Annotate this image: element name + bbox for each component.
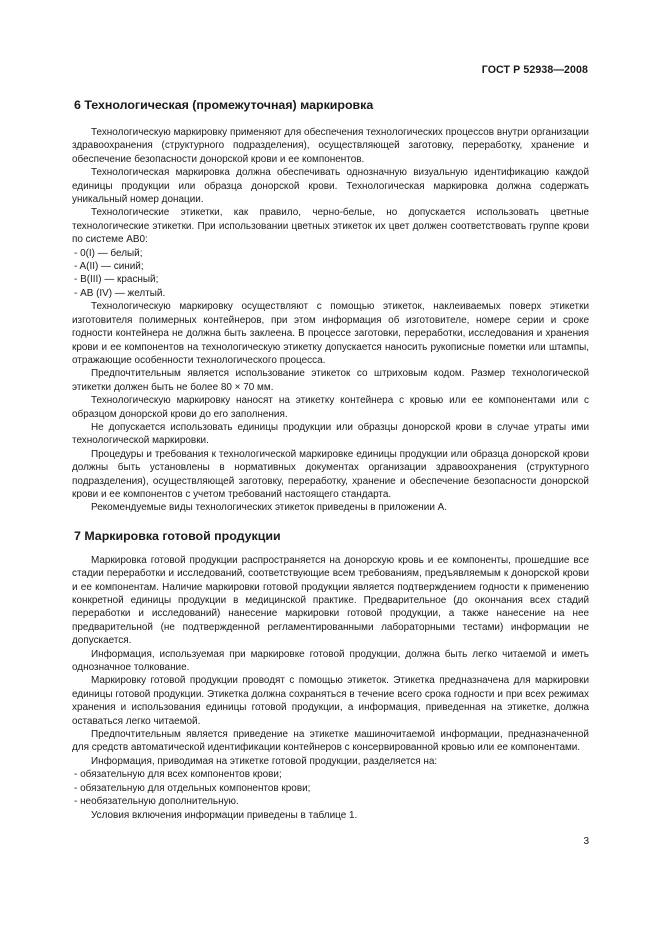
section-7-paragraph-3: Маркировку готовой продукции проводят с помощью этикеток. Этикетка предназначена для маркировки единицы готовой продукции. Этикетка должна сохраняться в течение всего срока годности и при всех режимах хранения и использования единицы готовой продукции, а информация, приведенная на этикетке, должна оставаться легко читаемой. — [72, 675, 589, 727]
list-item: - необязательную дополнительную. — [74, 796, 239, 808]
label-information-categories-list — [72, 768, 589, 808]
document-code: ГОСТ Р 52938—2008 — [481, 64, 588, 76]
list-item: - B(III) — красный; — [74, 274, 159, 286]
list-item: - A(II) — синий; — [74, 261, 144, 273]
section-6-paragraph-8: Процедуры и требования к технологической маркировке единицы продукции или образца донорской крови должны быть установлены в нормативных документах организации здравоохранения (структурного подразделения), осуществляющей заготовку, переработку, хранение и обеспечение безопасности донорской крови и ее компонентов с учетом требований настоящего стандарта. — [72, 448, 589, 500]
section-7-paragraph-1: Маркировка готовой продукции распространяется на донорскую кровь и ее компоненты, прошедшие все стадии переработки и исследований, соответствующие всем требованиям, предъявляемым к донорской крови и ее компонентам. Наличие маркировки готовой продукции является подтверждением годности к применению конкретной единицы продукции в медицинской практике. Предварительное (до окончания всех стадий переработки и исследований) нанесение маркировки готовой продукции, а также нанесение на нее предварительной (не подтвержденной регламентированными лабораторными тестами) информации не допускается. — [72, 554, 589, 647]
list-item: - 0(I) — белый; — [74, 247, 143, 259]
section-7-heading: 7 Маркировка готовой продукции — [74, 528, 281, 543]
section-6-paragraph-4: Технологическую маркировку осуществляют с помощью этикеток, наклеиваемых поверх этикетки изготовителя полимерных контейнеров, при этом информация об изготовителе, номере серии и сроке годности контейнера не должна быть заклеена. В процессе заготовки, переработки, исследования и хранения крови и ее компонентов на технологическую этикетку допускается наносить рукописные пометки или штампы, отражающие особенности технологического процесса. — [72, 301, 589, 366]
section-6-paragraph-5: Предпочтительным является использование этикеток со штриховым кодом. Размер технологической этикетки должен быть не более 80 × 70 мм. — [72, 368, 589, 393]
section-6-paragraph-2: Технологическая маркировка должна обеспечивать однозначную визуальную идентификацию каждой единицы продукции или образца донорской крови. Технологическая маркировка должна содержать уникальный номер донации. — [72, 167, 589, 206]
list-item: - обязательную для отдельных компонентов крови; — [74, 782, 311, 794]
section-6-paragraph-9: Рекомендуемые виды технологических этикеток приведены в приложении А. — [91, 502, 448, 514]
section-7-paragraph-6: Условия включения информации приведены в таблице 1. — [91, 809, 358, 821]
section-6-paragraph-1: Технологическую маркировку применяют для обеспечения технологических процессов внутри организации здравоохранения (структурного подразделения), осуществляющей заготовку, переработку, хранение и обеспечение безопасности донорской крови и ее компонентов. — [72, 127, 589, 165]
section-6-heading: 6 Технологическая (промежуточная) маркировка — [74, 98, 374, 112]
section-6-paragraph-7: Не допускается использовать единицы продукции или образцы донорской крови в случае утраты ими технологической маркировки. — [72, 421, 589, 447]
section-7-paragraph-2: Информация, используемая при маркировке готовой продукции, должна быть легко читаемой и иметь однозначное толкование. — [72, 648, 589, 674]
section-6-paragraph-6: Технологическую маркировку наносят на этикетку контейнера с кровью или ее компонентами или с образцом донорской крови до его заполнения. — [72, 395, 589, 420]
section-6-paragraph-3: Технологические этикетки, как правило, черно-белые, но допускается использовать цветные технологические этикетки. При использовании цветных этикеток их цвет должен соответствовать группе крови по системе АВ0: — [72, 207, 589, 246]
list-item: - АВ (IV) — желтый. — [74, 287, 166, 299]
section-7-paragraph-5: Информация, приводимая на этикетке готовой продукции, разделяется на: — [91, 755, 438, 767]
page-number: 3 — [583, 835, 589, 847]
blood-group-color-list — [72, 247, 589, 301]
section-7-paragraph-4: Предпочтительным является приведение на этикетке машиночитаемой информации, предназначенной для средств автоматической идентификации контейнеров с консервированной кровью или ее компонентами. — [72, 729, 589, 754]
list-item: - обязательную для всех компонентов крови; — [74, 769, 282, 781]
